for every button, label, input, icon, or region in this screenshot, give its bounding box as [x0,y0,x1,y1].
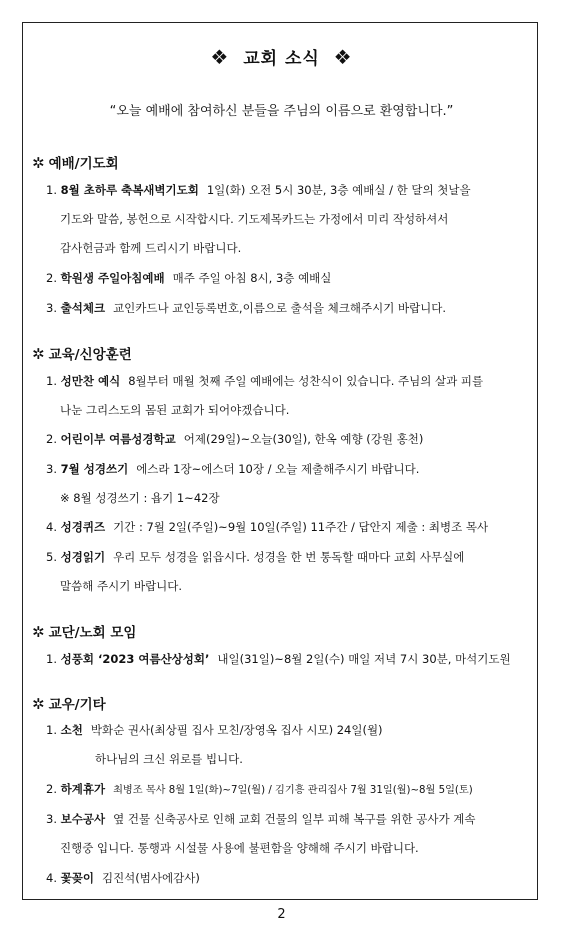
item-number: 1. [46,652,57,666]
item-text: 에스라 1장~에스더 10장 / 오늘 제출해주시기 바랍니다. [136,462,420,476]
item-number: 1. [46,183,57,197]
item-number: 4. [46,871,57,885]
item-text: 기간 : 7월 2일(주일)~9월 10일(주일) 11주간 / 답안지 제출 : 최병조 목사 [113,520,489,534]
star-icon: ✲ [32,695,45,713]
item-text: 교인카드나 교인등록번호,이름으로 출석을 체크해주시기 바랍니다. [113,301,447,315]
item-text: 우리 모두 성경을 읽읍시다. 성경을 한 번 통독할 때마다 교회 사무실에 [113,550,465,564]
section-title: 교육/신앙훈련 [48,347,132,363]
item-number: 1. [46,723,57,737]
item-continuation: 진행중 입니다. 통행과 시설물 사용에 불편함을 양해해 주시기 바랍니다. [60,841,419,855]
item-keyword: 학원생 주일아침예배 [60,271,165,285]
list-item [46,182,471,198]
star-icon: ✲ [32,623,45,641]
list-item [46,431,423,447]
list-item [46,870,200,886]
star-icon: ✲ [32,154,45,172]
page-number: 2 [277,907,286,922]
list-item [46,373,483,389]
item-keyword: 하계휴가 [60,782,106,796]
ornament-left-icon: ❖ [210,45,230,69]
item-continuation: 기도와 말씀, 봉헌으로 시작합시다. 기도제목카드는 가정에서 미리 작성하셔서 [60,212,449,226]
list-item [46,519,488,535]
section-title: 교우/기타 [48,697,106,713]
item-continuation: 말씀해 주시기 바랍니다. [60,579,183,593]
item-keyword: 성만찬 예식 [60,374,121,388]
star-icon: ✲ [32,345,45,363]
item-keyword: 8월 초하루 축복새벽기도회 [60,183,199,197]
welcome-quote: “오늘 예배에 참여하신 분들을 주님의 이름으로 환영합니다.” [109,104,454,119]
item-number: 3. [46,301,57,315]
title-text: 교회 소식 [243,49,320,69]
item-number: 3. [46,462,57,476]
section-heading-education [32,343,132,363]
item-keyword: 소천 [60,723,83,737]
item-keyword: 보수공사 [60,812,106,826]
item-keyword: 꽃꽂이 [60,871,94,885]
item-number: 5. [46,550,57,564]
item-keyword: 7월 성경쓰기 [60,462,129,476]
list-item [46,300,446,316]
item-keyword: 출석체크 [60,301,106,315]
item-number: 4. [46,520,57,534]
list-item [46,549,464,565]
section-heading-members [32,693,106,713]
item-text: 1일(화) 오전 5시 30분, 3층 예배실 / 한 달의 첫날을 [206,183,471,197]
item-keyword: 성경퀴즈 [60,520,106,534]
item-text: 박화순 권사(최상필 집사 모친/장영옥 집사 시모) 24일(월) [90,723,383,737]
item-text: 매주 주일 아침 8시, 3층 예배실 [172,271,332,285]
item-number: 2. [46,271,57,285]
list-item [46,651,511,667]
item-number: 2. [46,782,57,796]
item-number: 2. [46,432,57,446]
item-number: 3. [46,812,57,826]
list-item [46,811,475,827]
section-heading-denomination [32,621,136,641]
item-text: 김진석(범사에감사) [101,871,200,885]
list-item [46,781,473,797]
item-keyword: 어린이부 여름성경학교 [60,432,176,446]
item-keyword: 성경읽기 [60,550,106,564]
section-title: 교단/노회 모임 [48,625,137,641]
item-text: 어제(29일)~오늘(30일), 한옥 예향 (강원 홍천) [183,432,424,446]
item-number: 1. [46,374,57,388]
item-text: 최병조 목사 8월 1일(화)~7일(월) / 김기흥 관리집사 7월 31일(월)~8월 5일(토) [113,785,473,796]
list-item [46,722,383,738]
section-title: 예배/기도회 [48,156,119,172]
ornament-right-icon: ❖ [333,45,353,69]
item-keyword: 성풍회 ‘2023 여름산상성회’ [60,652,210,666]
item-continuation: 감사헌금과 함께 드리시기 바랍니다. [60,241,242,255]
item-continuation: 나눈 그리스도의 몸된 교회가 되어야겠습니다. [60,403,290,417]
list-item [46,461,419,477]
item-text: 옆 건물 신축공사로 인해 교회 건물의 일부 피해 복구를 위한 공사가 계속 [113,812,476,826]
section-heading-worship [32,152,119,172]
item-continuation: ※ 8월 성경쓰기 : 욥기 1~42장 [60,491,220,505]
item-continuation: 하나님의 크신 위로를 빕니다. [95,752,243,766]
page-title [0,44,563,69]
item-text: 내일(31일)~8월 2일(수) 매일 저녁 7시 30분, 마석기도원 [217,652,511,666]
list-item [46,270,331,286]
item-text: 8월부터 매월 첫째 주일 예배에는 성찬식이 있습니다. 주님의 살과 피를 [128,374,484,388]
